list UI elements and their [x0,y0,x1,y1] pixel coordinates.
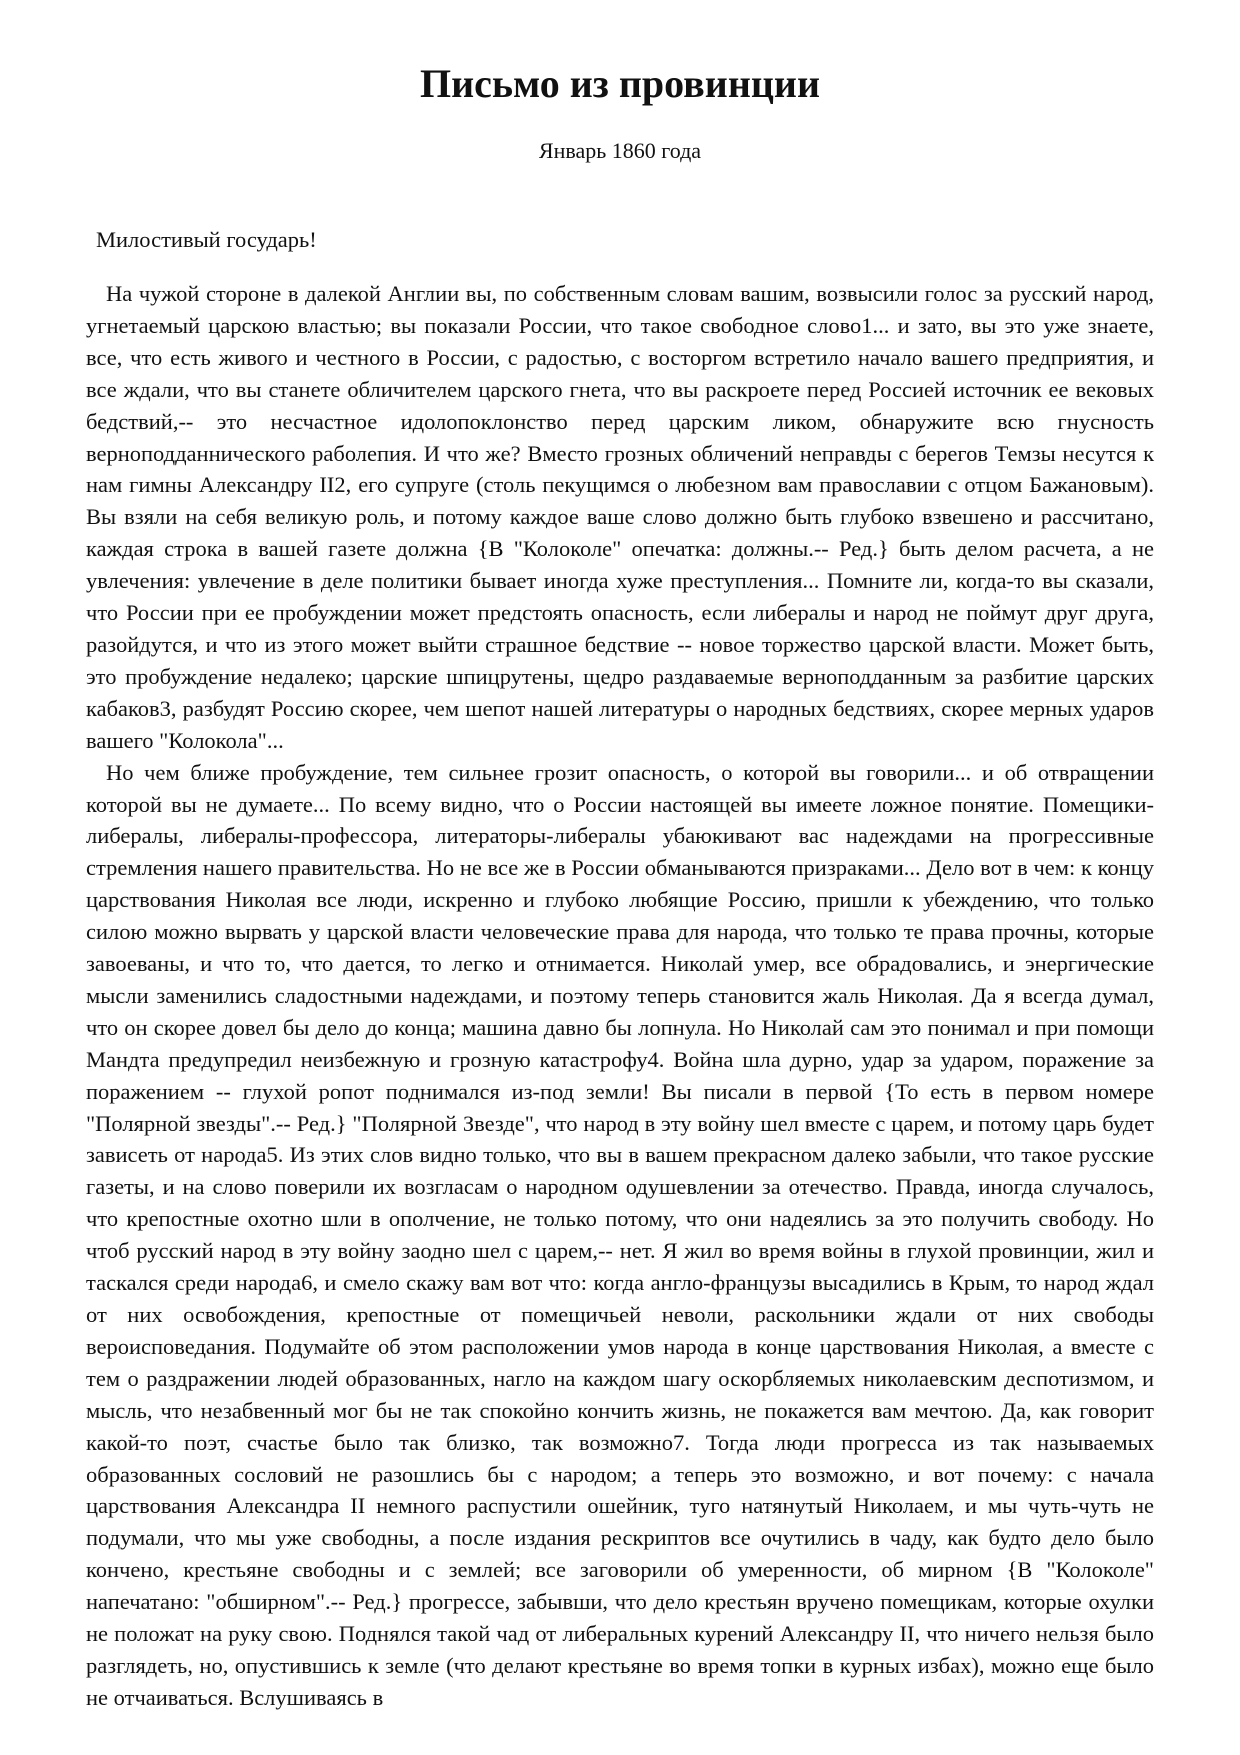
letter-salutation: Милостивый государь! [96,227,317,252]
letter-body [86,278,1154,1714]
document-title: Письмо из провинции [419,61,821,106]
paragraph-2: Но чем ближе пробуждение, тем сильнее грозит опасность, о которой вы говорили... и об отвращении которой вы не думаете... По всему видно, что о России настоящей вы имеете ложное понятие. Помещики-либералы, либералы-профессора, литераторы-либералы убаюкивают вас надеждами на прогрессивные стремления нашего правительства. Но не все же в России обманываются призраками... Дело вот в чем: к концу царствования Николая все люди, искренно и глубоко любящие Россию, пришли к убеждению, что только силою можно вырвать у царской власти человеческие права для народа, что только те права прочны, которые завоеваны, и что то, что дается, то легко и отнимается. Николай умер, все обрадовались, и энергические мысли заменились сладостными надеждами, и поэтому теперь становится жаль Николая. Да я всегда думал, что он скорее довел бы дело до конца; машина давно бы лопнула. Но Николай сам это понимал и при помощи Мандта предупредил неизбежную и грозную катастрофу4. Война шла дурно, удар за ударом, поражение за поражением -- глухой ропот поднимался из-под земли! Вы писали в первой {То есть в первом номере "Полярной звезды".-- Ред.} "Полярной Звезде", что народ в эту войну шел вместе с царем, и потому царь будет зависеть от народа5. Из этих слов видно только, что вы в вашем прекрасном далеко забыли, что такое русские газеты, и на слово поверили их возгласам о народном одушевлении за отечество. Правда, иногда случалось, что крепостные охотно шли в ополчение, не только потому, что они надеялись за это получить свободу. Но чтоб русский народ в эту войну заодно шел с царем,-- нет. Я жил во время войны в глухой провинции, жил и таскался среди народа6, и смело скажу вам вот что: когда англо-французы высадились в Крым, то народ ждал от них освобождения, крепостные от помещичьей неволи, раскольники ждали от них свободы вероисповедания. Подумайте об этом расположении умов народа в конце царствования Николая, а вместе с тем о раздражении людей образованных, нагло на каждом шагу оскорбляемых николаевским деспотизмом, и мысль, что незабвенный мог бы не так спокойно кончить жизнь, не покажется вам мечтою. Да, как говорит какой-то поэт, счастье было так близко, так возможно7. Тогда люди прогресса из так называемых образованных сословий не разошлись бы с народом; а теперь это возможно, и вот почему: с начала царствования Александра II немного распустили ошейник, туго натянутый Николаем, и мы чуть-чуть не подумали, что мы уже свободны, а после издания рескриптов все очутились в чаду, как будто дело было кончено, крестьяне свободны и с землей; все заговорили об умеренности, об мирном {В "Колоколе" напечатано: "обширном".-- Ред.} прогрессе, забывши, что дело крестьян вручено помещикам, которые охулки не положат на руку свою. Поднялся такой чад от либеральных курений Александру II, что ничего нельзя было разглядеть, но, опустившись к земле (что делают крестьяне во время топки в курных избах), можно еще было не отчаиваться. Вслушиваясь в [86,759,1154,1710]
paragraph-1: На чужой стороне в далекой Англии вы, по собственным словам вашим, возвысили голос за русский народ, угнетаемый царскою властью; вы показали России, что такое свободное слово1... и зато, вы это уже знаете, все, что есть живого и честного в России, с радостью, с восторгом встретило начало вашего предприятия, и все ждали, что вы станете обличителем царского гнета, что вы раскроете перед Россией источник ее вековых бедствий,-- это несчастное идолопоклонство перед царским ликом, обнаружите всю гнусность верноподданнического раболепия. И что же? Вместо грозных обличений неправды с берегов Темзы несутся к нам гимны Александру II2, его супруге (столь пекущимся о любезном вам православии с отцом Бажановым). Вы взяли на себя великую роль, и потому каждое ваше слово должно быть глубоко взвешено и рассчитано, каждая строка в вашей газете должна {В "Колоколе" опечатка: должны.-- Ред.} быть делом расчета, а не увлечения: увлечение в деле политики бывает иногда хуже преступления... Помните ли, когда-то вы сказали, что России при ее пробуждении может предстоять опасность, если либералы и народ не поймут друг друга, разойдутся, и что из этого может выйти страшное бедствие -- новое торжество царской власти. Может быть, это пробуждение недалеко; царские шпицрутены, щедро раздаваемые верноподданным за разбитие царских кабаков3, разбудят Россию скорее, чем шепот нашей литературы о народных бедствиях, скорее мерных ударов вашего "Колокола"... [86,281,1154,753]
document-date: Январь 1860 года [538,138,702,163]
